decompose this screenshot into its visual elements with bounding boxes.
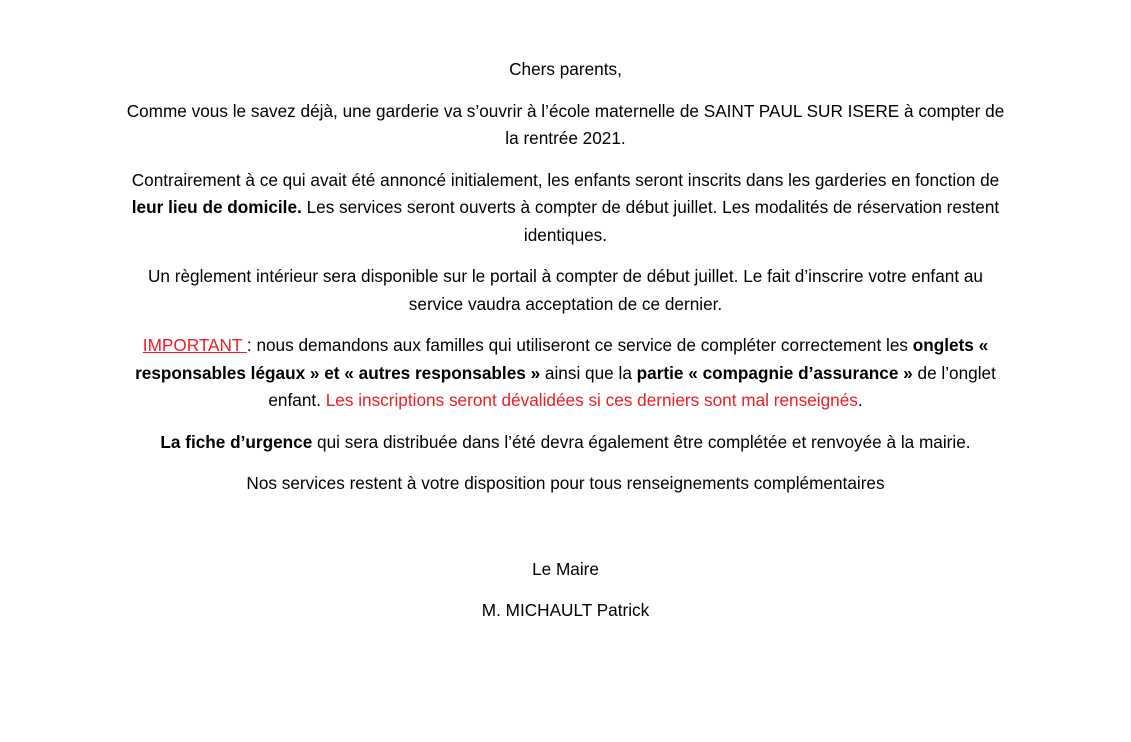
paragraph-important-bold-1: onglets « responsables légaux » et « autres responsables » (135, 335, 989, 383)
paragraph-opening: Comme vous le savez déjà, une garderie va s’ouvrir à l’école maternelle de SAINT PAUL SUR ISERE à compter de la rentrée 2021. (126, 100, 1005, 148)
signature-name: M. MICHAULT Patrick (481, 600, 650, 620)
paragraph-enrollment-text-2: Les services seront ouverts à compter de début juillet. Les modalités de réservation restent identiques. (301, 197, 1000, 245)
paragraph-important-text-3: de l’onglet enfant. (268, 362, 996, 410)
paragraph-important-text-2: ainsi que la (540, 362, 637, 383)
important-label: IMPORTANT (142, 335, 247, 355)
signature-title: Le Maire (532, 558, 599, 579)
paragraph-important-text-4: . (857, 390, 863, 410)
warning-text: Les inscriptions seront dévalidées si ces derniers sont mal renseignés (325, 390, 858, 410)
paragraph-enrollment-text-1: Contrairement à ce qui avait été annoncé initialement, les enfants seront inscrits dans les garderies en fonction de (131, 169, 1000, 190)
letter-body (125, 56, 1006, 639)
paragraph-enrollment (125, 167, 1006, 250)
paragraph-closing: Nos services restent à votre disposition pour tous renseignements complémentaires (246, 473, 885, 493)
paragraph-important (125, 332, 1006, 415)
paragraph-emergency-text: qui sera distribuée dans l’été devra également être complétée et renvoyée à la mairie. (312, 431, 971, 452)
paragraph-enrollment-bold: leur lieu de domicile. (131, 197, 302, 217)
paragraph-emergency (125, 429, 1006, 457)
paragraph-important-text-1: : nous demandons aux familles qui utiliseront ce service de compléter correctement les (246, 335, 913, 355)
greeting: Chers parents, (509, 59, 622, 79)
paragraph-emergency-bold: La fiche d’urgence (160, 431, 313, 452)
spacer (125, 512, 1006, 556)
paragraph-important-bold-2: partie « compagnie d’assurance » (636, 362, 913, 383)
paragraph-rules: Un règlement intérieur sera disponible sur le portail à compter de début juillet. Le fait d’inscrire votre enfant au service vaudra acceptation de ce dernier. (148, 266, 983, 314)
